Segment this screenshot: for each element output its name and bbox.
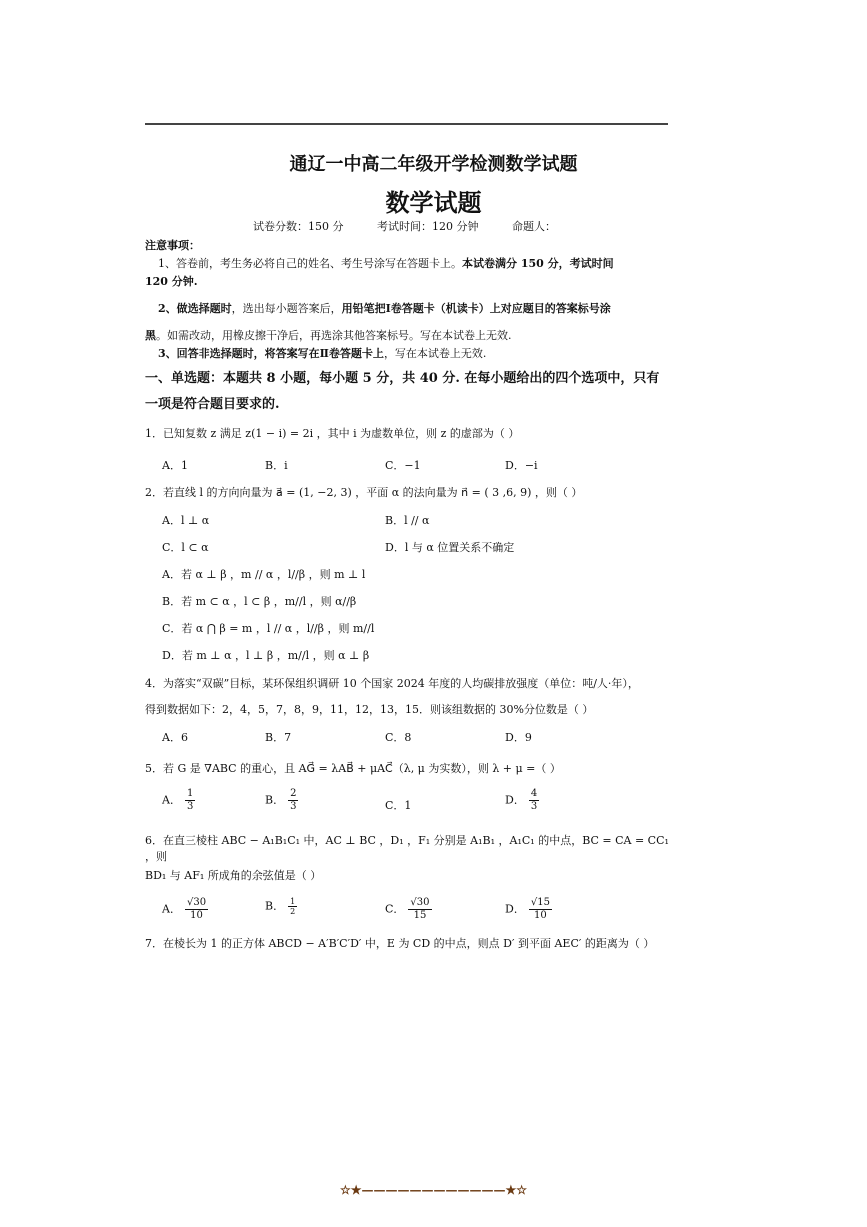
section-1-heading-line1: 一、单选题：本题共 8 小题，每小题 5 分，共 40 分. 在每小题给出的四个选项中，只有 [145,371,660,386]
section-1-heading-line2: 一项是符合题目要求的. [145,397,280,412]
question-3-option-b: B．若 m ⊂ α ，l ⊂ β ，m//l ，则 α//β [162,595,357,608]
question-2-option-b: B．l // α [385,514,430,527]
option-label: D． [505,902,525,916]
question-4-option-a: A．6 [162,731,188,744]
notice-item-2-bold-cont: 黑 [145,329,156,342]
question-6-option-b [265,897,297,916]
question-4-stem-line1: 4．为落实“双碳”目标，某环保组织调研 10 个国家 2024 年度的人均碳排放强度（单位：吨/人·年）， [145,677,639,690]
fraction-numerator: 4 [530,788,538,799]
question-4-option-b: B．7 [265,731,292,744]
notice-item-1 [158,256,669,271]
question-1-option-a: A．1 [162,459,188,472]
fraction-denominator: 10 [534,910,547,921]
option-label: A． [162,902,181,916]
fraction [529,897,552,922]
fraction-denominator: 3 [530,801,538,812]
notice-item-2 [158,300,669,316]
fraction-denominator: 10 [190,910,203,921]
question-1-option-b: B．i [265,459,288,472]
notice-item-1-text: 1、答卷前，考生务必将自己的姓名、考生号涂写在答题卡上。 [158,257,462,270]
question-2-stem: 2．若直线 l 的方向向量为 a⃗ = (1, −2, 3) ，平面 α 的法向量为 n⃗ = ( 3 ,6, 9) ，则（ ） [145,486,583,499]
fraction [288,897,297,916]
question-4-option-d: D．9 [505,731,532,744]
notice-item-3 [158,345,669,361]
page-footer-ornament: ☆★————————————★☆ [339,1183,528,1197]
notice-item-1-bold: 本试卷满分 150 分，考试时间 [462,257,614,270]
question-3-option-a: A．若 α ⊥ β ，m // α ，l//β ，则 m ⊥ l [162,568,366,581]
option-label: C．1 [385,799,412,812]
fraction-numerator: 1 [290,897,296,906]
notice-label: 注意事项： [145,239,200,252]
question-6-option-d [505,897,552,922]
question-4-stem-line2: 得到数据如下：2，4，5，7，8，9，11，12，13，15．则该组数据的 30%分位数是（ ） [145,703,594,716]
fraction-numerator: √15 [530,897,550,908]
option-label: A． [162,793,181,807]
option-label: B． [265,793,285,807]
question-5-option-c [385,797,411,813]
notice-item-2-lead: 2、做选择题时 [158,302,232,315]
fraction-numerator: 1 [186,788,194,799]
fraction-denominator: 3 [290,801,297,812]
option-label: C． [385,902,405,916]
question-3-option-c: C．若 α ⋂ β = m ，l // α ，l//β ，则 m//l [162,622,375,635]
fraction [185,788,195,813]
fraction-numerator: 2 [290,788,297,799]
question-5-stem: 5．若 G 是 ∇ABC 的重心，且 AG⃗ = λAB⃗ + μAC⃗（λ, μ 为实数），则 λ + μ =（ ） [145,762,561,775]
fraction [529,788,539,813]
notice-item-1-cont: 120 分钟. [145,275,198,288]
question-2-option-c: C．l ⊂ α [162,541,209,554]
notice-item-2-tail: 。如需改动，用橡皮擦干净后，再选涂其他答案标号。写在本试卷上无效. [156,329,512,342]
question-1-stem: 1．已知复数 z 满足 z(1 − i) = 2i ，其中 i 为虚数单位，则 z 的虚部为（ ） [145,427,520,440]
notice-item-2-cont [145,327,669,343]
header-rule [145,123,668,125]
fraction [288,788,298,813]
notice-item-3-bold: 3、回答非选择题时，将答案写在Ⅱ卷答题卡上 [158,347,384,360]
question-5-option-d [505,788,539,813]
fraction-denominator: 15 [413,910,427,921]
question-6-option-c [385,897,432,922]
notice-item-2-text: ，选出每小题答案后， [231,302,342,315]
question-3-option-d: D．若 m ⊥ α ，l ⊥ β ，m//l ，则 α ⊥ β [162,649,370,662]
exam-author: 命题人： [512,220,556,233]
option-label: B． [265,899,285,913]
exam-time: 考试时间：120 分钟 [377,220,479,233]
fraction [185,897,208,922]
question-5-option-b [265,788,298,813]
question-2-option-d: D．l 与 α 位置关系不确定 [385,541,515,554]
question-1-option-d: D．−i [505,459,538,472]
question-4-option-c: C．8 [385,731,412,744]
fraction-denominator: 2 [290,907,296,916]
question-7-stem: 7．在棱长为 1 的正方体 ABCD − A′B′C′D′ 中，E 为 CD 的中点，则点 D′ 到平面 AEC′ 的距离为（ ） [145,937,655,950]
fraction-denominator: 3 [186,801,194,812]
exam-score: 试卷分数：150 分 [253,220,344,233]
fraction-numerator: √30 [186,897,207,908]
notice-item-2-bold: 用铅笔把Ⅰ卷答题卡（机读卡）上对应题目的答案标号涂 [341,302,611,315]
question-5-option-a [162,788,195,813]
question-6-stem-line2: BD₁ 与 AF₁ 所成角的余弦值是（ ） [145,869,322,882]
question-1-option-c: C．−1 [385,459,421,472]
notice-item-3-text: ，写在本试卷上无效. [383,347,487,360]
fraction-numerator: √30 [410,897,430,908]
question-6-option-a [162,897,208,922]
question-6-stem-line1: 6．在直三棱柱 ABC − A₁B₁C₁ 中，AC ⊥ BC ，D₁ ，F₁ 分别是 A₁B₁ ，A₁C₁ 的中点，BC = CA = CC₁ ，则 [145,834,669,863]
exam-title: 通辽一中高二年级开学检测数学试题 [289,154,578,175]
question-2-option-a: A．l ⊥ α [162,514,210,527]
exam-subtitle: 数学试题 [385,188,482,217]
fraction [408,897,431,922]
option-label: D． [505,793,525,807]
